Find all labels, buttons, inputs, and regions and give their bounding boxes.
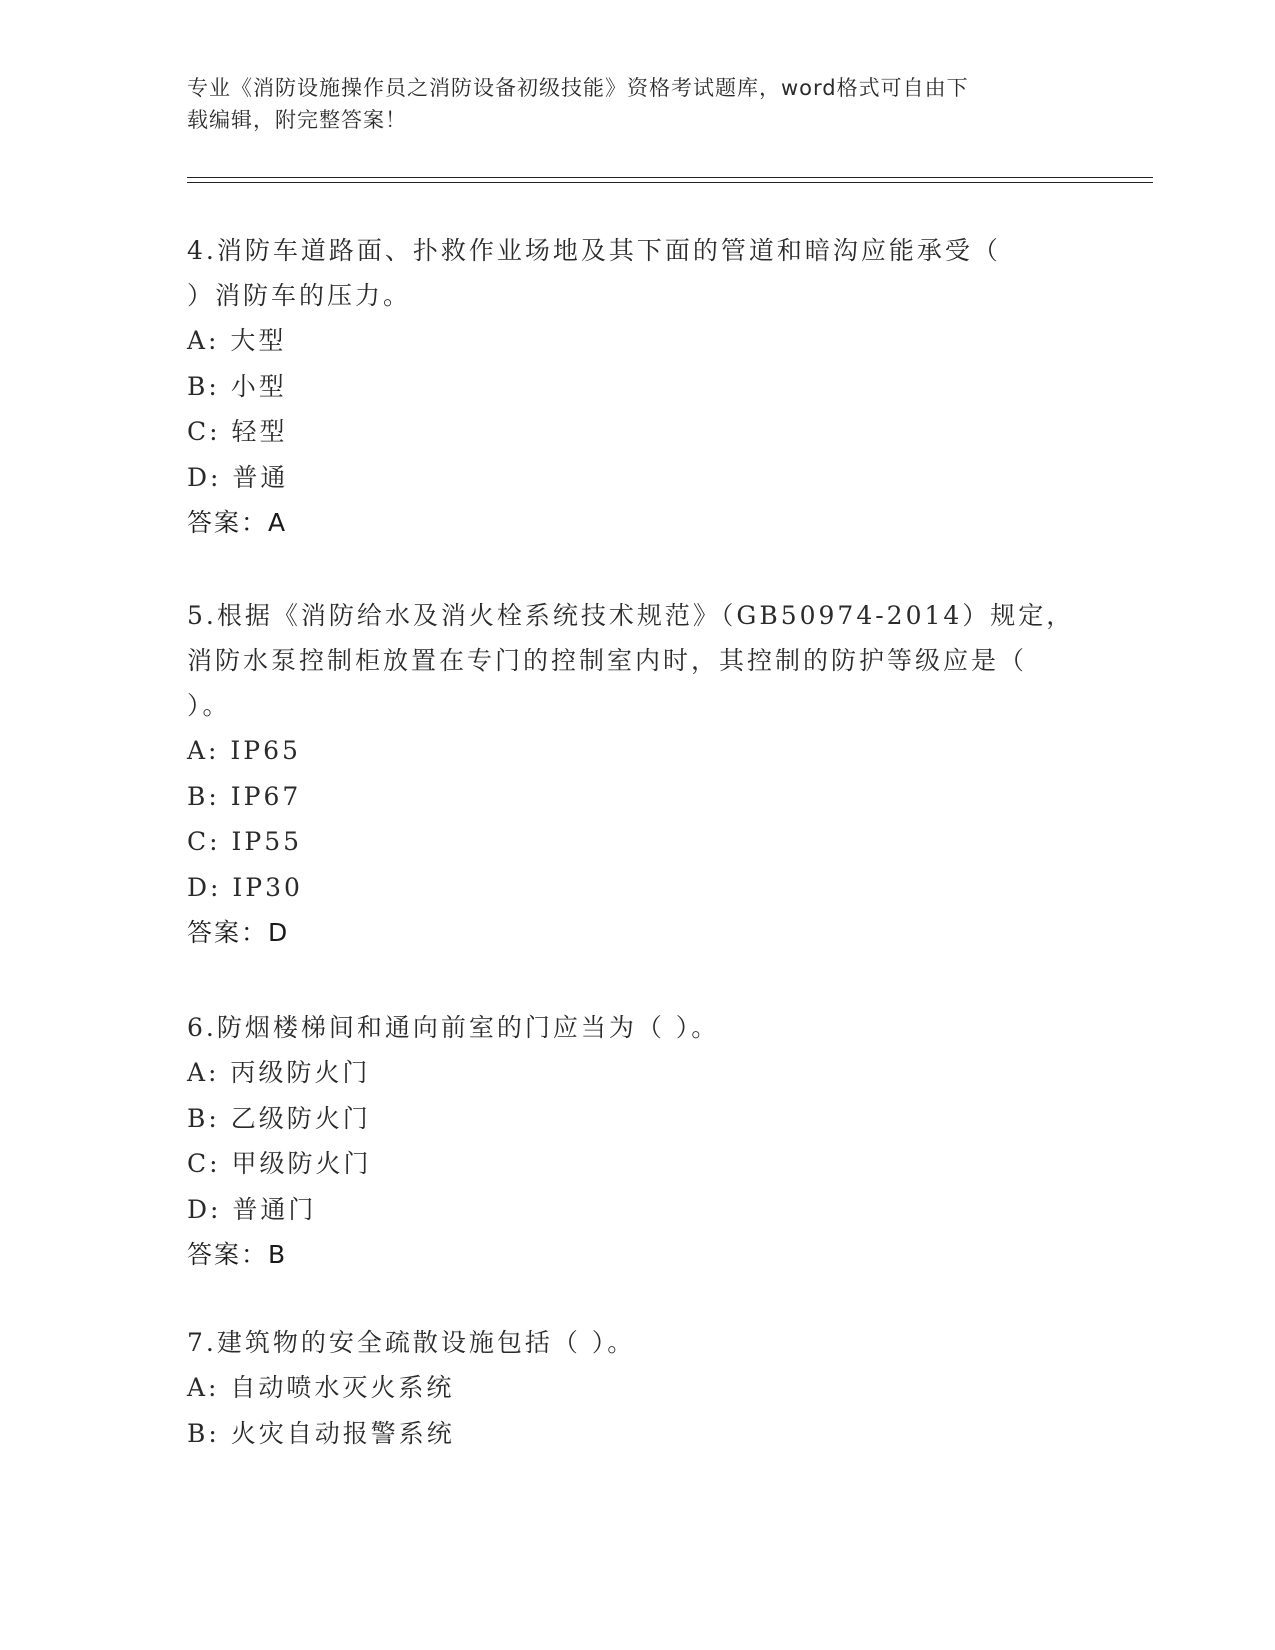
question-6 [187, 1005, 1087, 1277]
document-header [187, 72, 1067, 136]
question-text-line: 7.建筑物的安全疏散设施包括（ ）。 [187, 1328, 636, 1357]
question-7 [187, 1320, 1087, 1456]
question-5 [187, 593, 1087, 955]
option-a: A: 丙级防火门 [187, 1058, 371, 1087]
option-d: D: IP30 [187, 872, 303, 902]
question-text-line: 6.防烟楼梯间和通向前室的门应当为（ ）。 [187, 1013, 720, 1042]
header-line-2: 载编辑，附完整答案！ [187, 108, 407, 132]
option-a: A: IP65 [187, 736, 301, 765]
question-text-line: 消防水泵控制柜放置在专门的控制室内时，其控制的防护等级应是（ [187, 646, 1028, 675]
option-b: B: 火灾自动报警系统 [187, 1418, 455, 1448]
question-text-line: ）消防车的压力。 [187, 281, 412, 310]
question-text-line: ）。 [187, 691, 231, 720]
option-c: C: IP55 [187, 827, 303, 856]
option-c: C: 甲级防火门 [187, 1149, 372, 1178]
option-d: D: 普通 [187, 462, 289, 492]
option-a: A: 大型 [187, 326, 287, 355]
option-c: C: 轻型 [187, 417, 288, 446]
answer: 答案：A [187, 508, 288, 537]
option-d: D: 普通门 [187, 1194, 317, 1224]
option-a: A: 自动喷水灭火系统 [187, 1373, 455, 1402]
question-text-line: 4.消防车道路面、扑救作业场地及其下面的管道和暗沟应能承受（ [187, 236, 1001, 265]
header-divider-top [187, 177, 1153, 178]
answer: 答案：B [187, 1240, 288, 1269]
option-b: B: IP67 [187, 781, 302, 811]
answer: 答案：D [187, 918, 290, 947]
question-4 [187, 228, 1087, 545]
option-b: B: 乙级防火门 [187, 1103, 371, 1133]
header-line-1: 专业《消防设施操作员之消防设备初级技能》资格考试题库，word格式可自由下 [187, 76, 969, 100]
option-b: B: 小型 [187, 371, 287, 401]
header-divider-bottom [187, 182, 1153, 183]
question-text-line: 5.根据《消防给水及消火栓系统技术规范》（GB50974-2014）规定， [187, 601, 1075, 630]
